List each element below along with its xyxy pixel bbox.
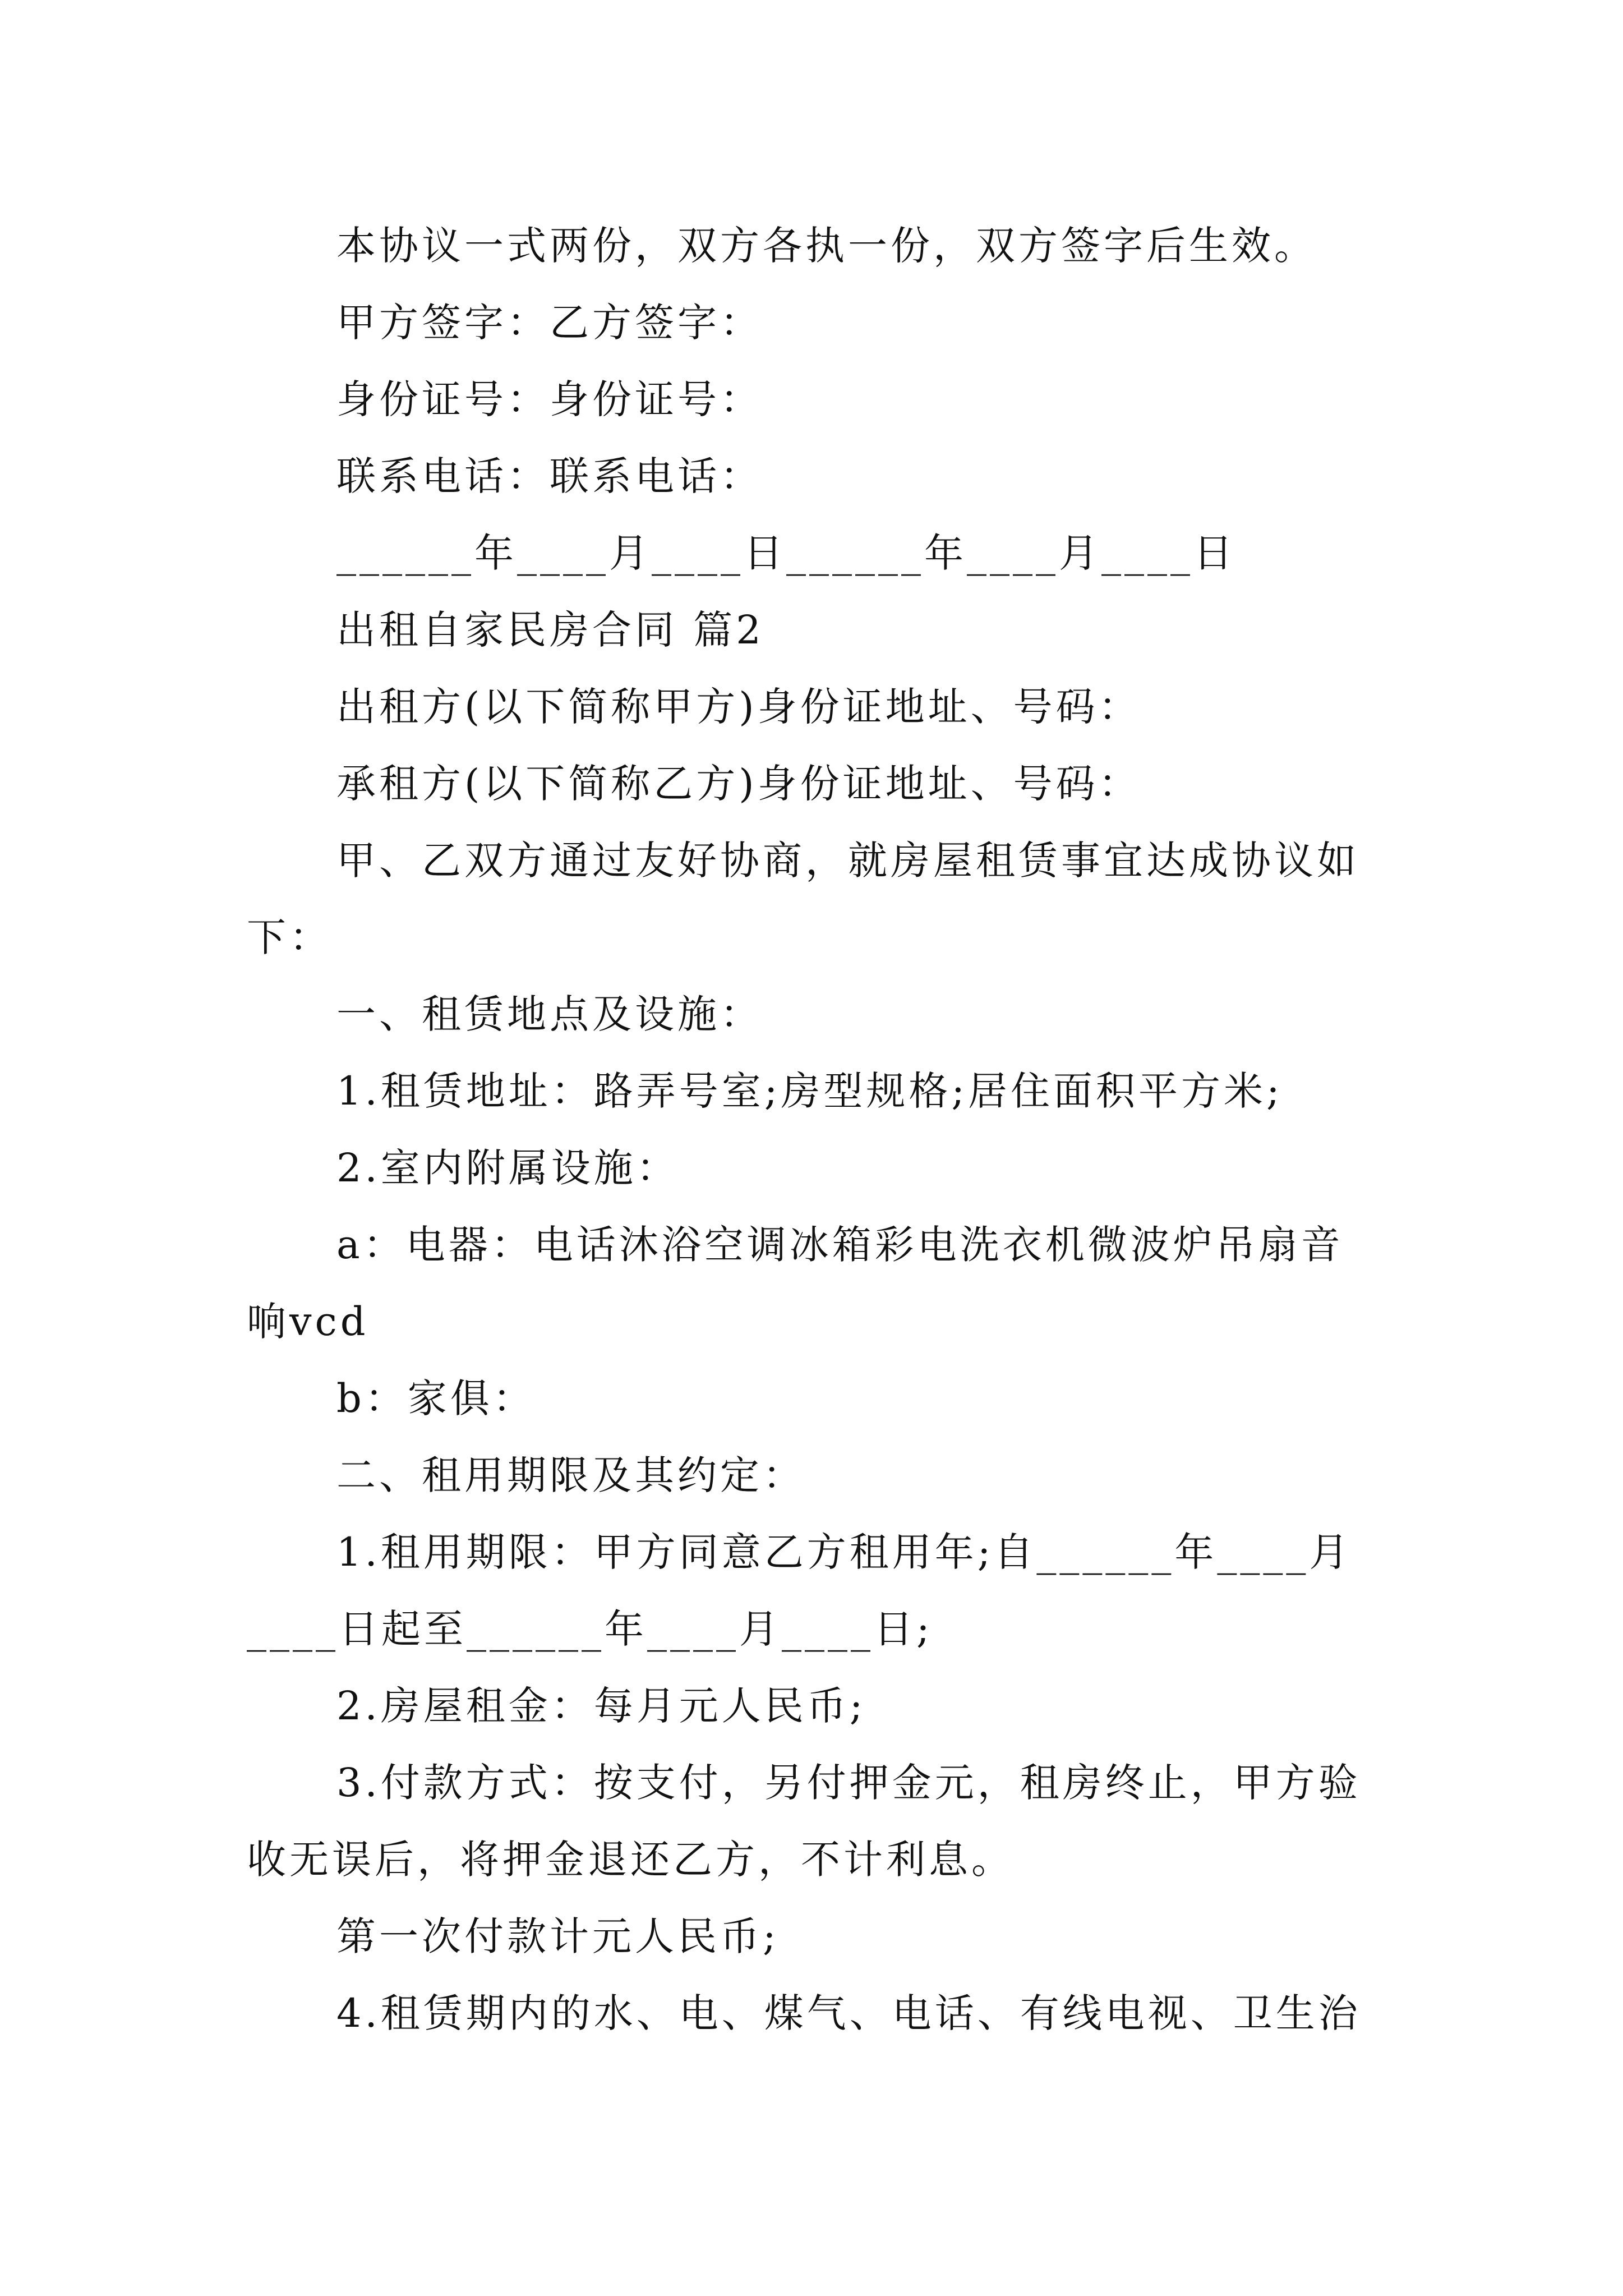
date-line: ______年____月____日______年____月____日: [336, 530, 1236, 576]
text-line: 出租方(以下简称甲方)身份证地址、号码：: [336, 684, 1141, 730]
id-number-line: 身份证号：身份证号：: [336, 376, 763, 422]
section-heading: 出租自家民房合同 篇2: [336, 607, 764, 653]
text-line: 2.室内附属设施：: [336, 1145, 679, 1191]
text-line: 承租方(以下简称乙方)身份证地址、号码：: [336, 761, 1141, 807]
text-line: ____日起至______年____月____日;: [247, 1606, 933, 1652]
text-line: 1.租赁地址：路弄号室;房型规格;居住面积平方米;: [336, 1068, 1283, 1114]
text-line: 4.租赁期内的水、电、煤气、电话、有线电视、卫生治: [336, 1990, 1361, 2036]
text-line: 下：: [247, 914, 332, 960]
text-line: 本协议一式两份，双方各执一份，双方签字后生效。: [336, 223, 1317, 269]
text-line: 甲、乙双方通过友好协商，就房屋租赁事宜达成协议如: [336, 838, 1359, 884]
text-line: 3.付款方式：按支付，另付押金元，租房终止，甲方验: [336, 1760, 1361, 1806]
clause-heading: 二、租用期限及其约定：: [336, 1452, 805, 1498]
text-line: a：电器：电话沐浴空调冰箱彩电洗衣机微波炉吊扇音: [336, 1222, 1344, 1268]
phone-line: 联系电话：联系电话：: [336, 453, 763, 499]
document-body: [247, 208, 1391, 2052]
text-line: 2.房屋租金：每月元人民币;: [336, 1683, 866, 1729]
signature-line: 甲方签字：乙方签字：: [336, 300, 763, 346]
text-line: 1.租用期限：甲方同意乙方租用年;自______年____月: [336, 1529, 1352, 1575]
text-line: 第一次付款计元人民币;: [336, 1913, 780, 1959]
text-line: 收无误后，将押金退还乙方，不计利息。: [247, 1837, 1014, 1883]
text-line: 响vcd: [247, 1299, 369, 1345]
text-line: b：家俱：: [336, 1375, 536, 1421]
clause-heading: 一、租赁地点及设施：: [336, 991, 763, 1037]
